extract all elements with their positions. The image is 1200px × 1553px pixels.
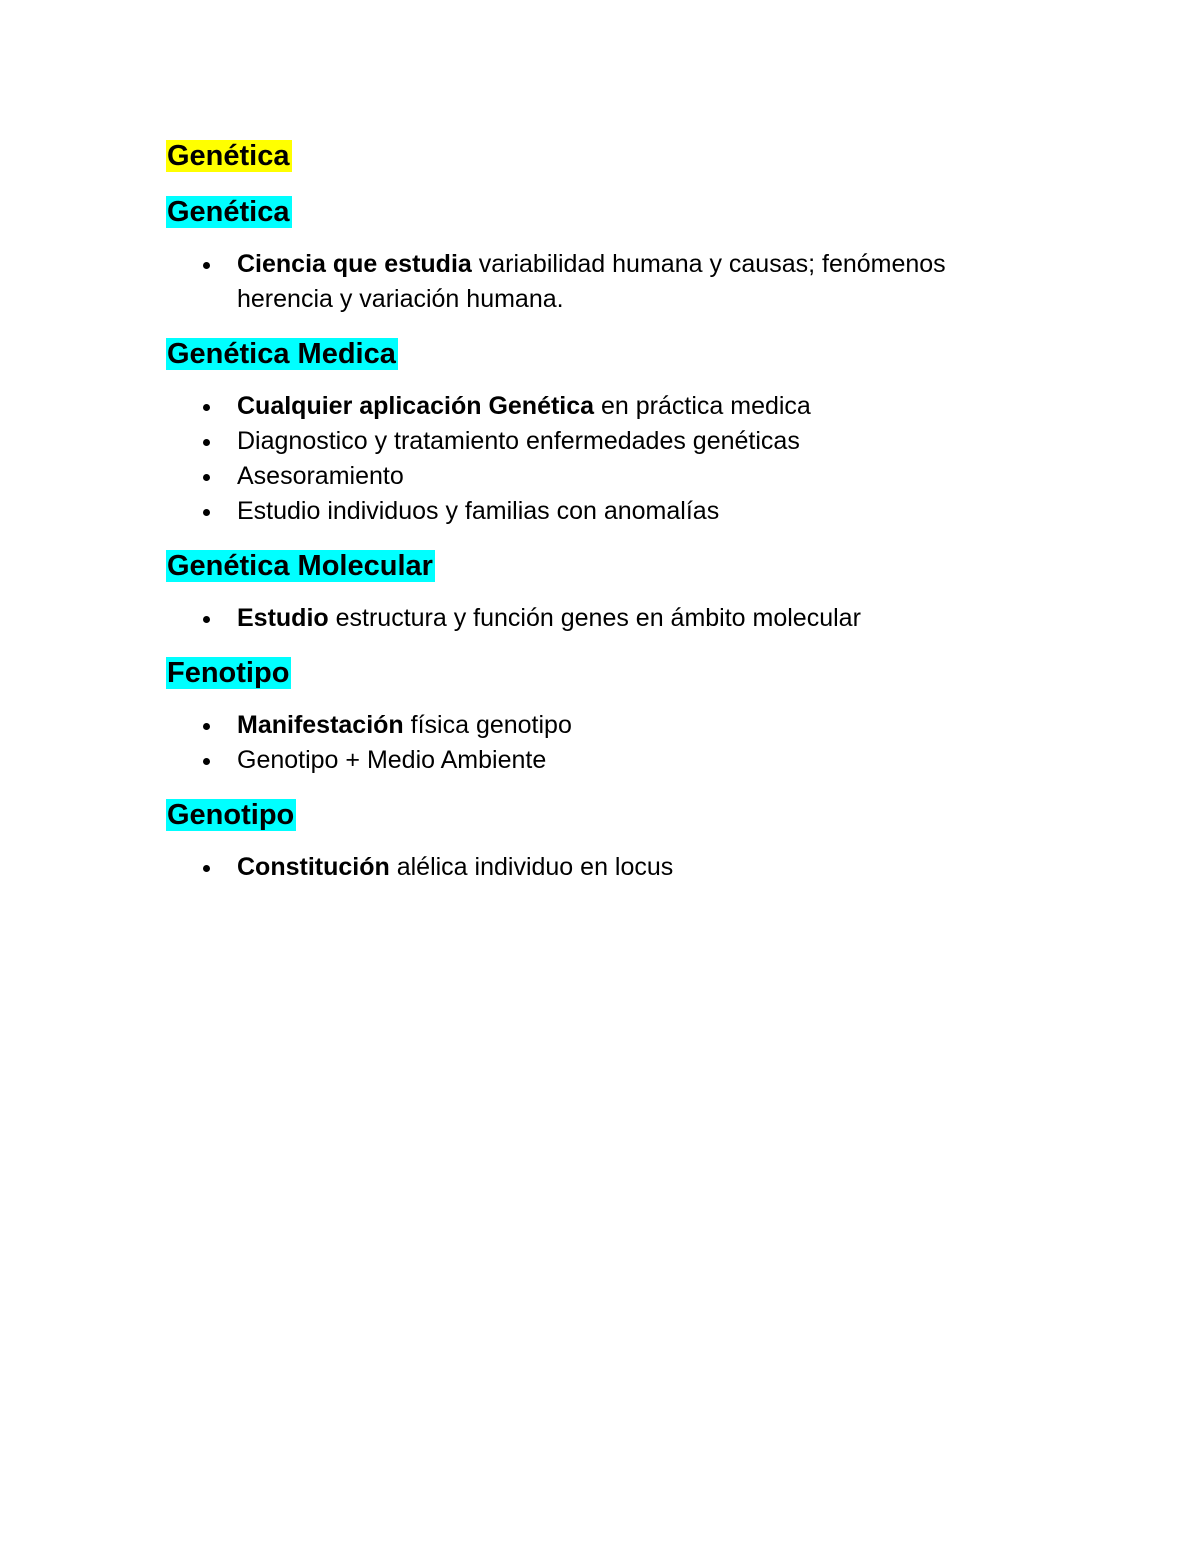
list-item: Diagnostico y tratamiento enfermedades genéticas (166, 424, 1066, 459)
bullet-icon (203, 262, 210, 269)
section-list-fenotipo (166, 708, 1066, 778)
document-content (166, 137, 1066, 903)
section-list-genetica-medica (166, 389, 1066, 529)
section-heading-genetica: Genética (167, 196, 290, 228)
bullet-icon (203, 758, 210, 765)
section-list-genetica (166, 247, 1066, 317)
list-item: Cualquier aplicación Genética en práctica medica (166, 389, 1066, 424)
list-item: Ciencia que estudia variabilidad humana y causas; fenómenos herencia y variación humana. (166, 247, 1066, 317)
bullet-icon (203, 509, 210, 516)
bullet-icon (203, 865, 210, 872)
list-item: Estudio individuos y familias con anomalías (166, 494, 1066, 529)
section-list-genotipo (166, 850, 1066, 885)
section-heading-genetica-molecular: Genética Molecular (167, 550, 433, 582)
section-heading-genetica-medica: Genética Medica (167, 338, 396, 370)
bullet-icon (203, 474, 210, 481)
bullet-icon (203, 616, 210, 623)
section-heading-fenotipo: Fenotipo (167, 657, 290, 689)
list-item: Asesoramiento (166, 459, 1066, 494)
document-title: Genética (167, 140, 290, 172)
bullet-icon (203, 439, 210, 446)
list-item: Manifestación física genotipo (166, 708, 1066, 743)
bullet-icon (203, 404, 210, 411)
section-heading-genotipo: Genotipo (167, 799, 295, 831)
bullet-icon (203, 723, 210, 730)
section-list-genetica-molecular (166, 601, 1066, 636)
list-item: Constitución alélica individuo en locus (166, 850, 1066, 885)
list-item: Genotipo + Medio Ambiente (166, 743, 1066, 778)
list-item: Estudio estructura y función genes en ámbito molecular (166, 601, 1066, 636)
